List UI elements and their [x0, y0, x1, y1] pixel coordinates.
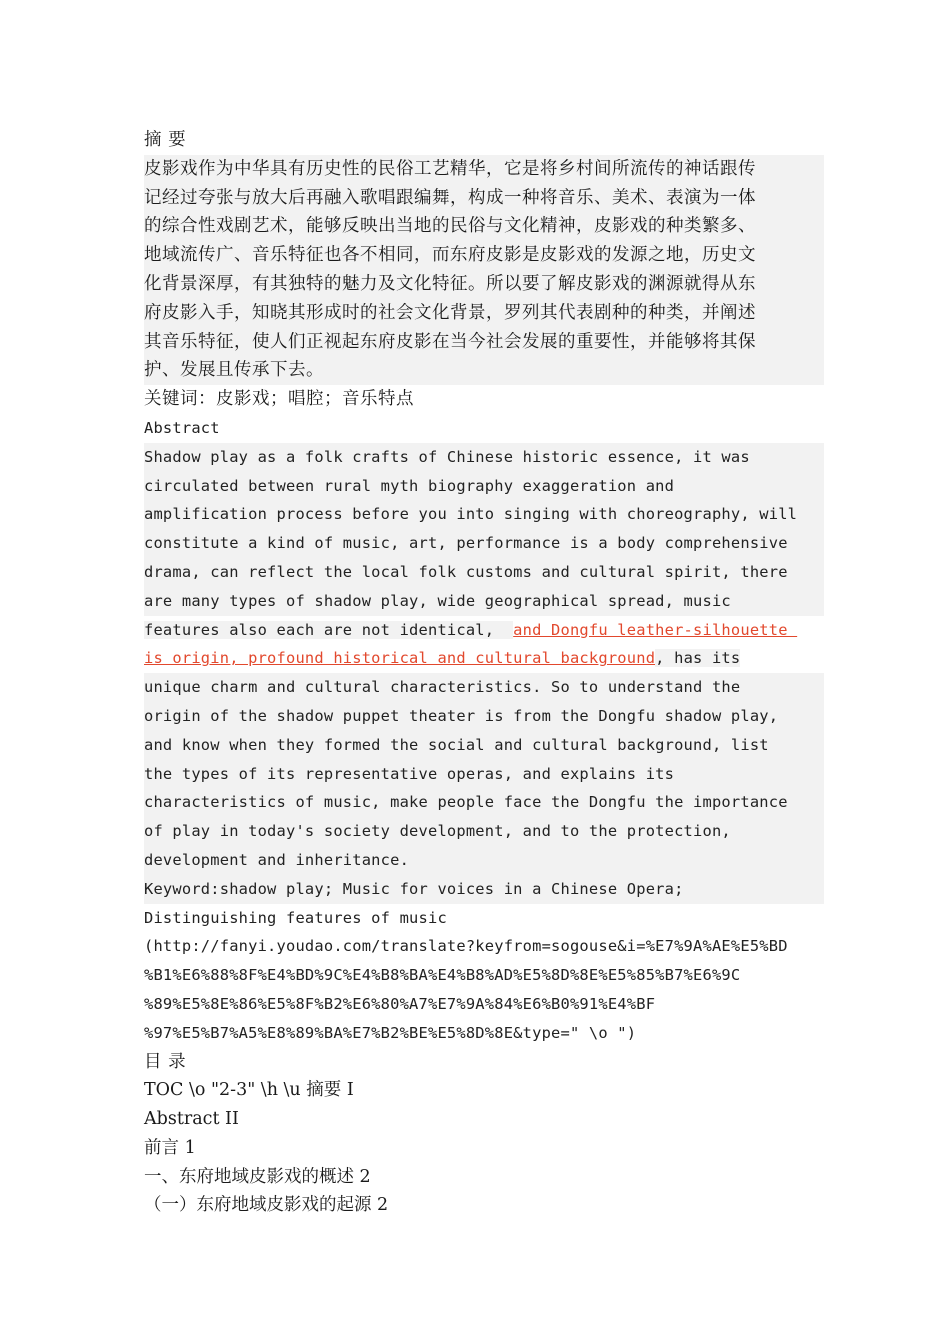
abstract-en-heading: Abstract: [144, 418, 220, 437]
abstract-en-line: [144, 644, 824, 673]
abstract-en-line: Shadow play as a folk crafts of Chinese historic essence, it was: [144, 443, 824, 472]
toc-item[interactable]: TOC \o "2-3" \h \u 摘要 I: [144, 1080, 354, 1101]
source-url-line: (http://fanyi.youdao.com/translate?keyfrom=sogouse&i=%E7%9A%AE%E5%BD: [144, 937, 788, 956]
toc-item[interactable]: 一、东府地域皮影戏的概述 2: [144, 1166, 371, 1187]
abstract-en-line: constitute a kind of music, art, performance is a body comprehensive: [144, 529, 824, 558]
source-url-line: %89%E5%8E%86%E5%8F%B2%E6%80%A7%E7%9A%84%E6%B0%91%E4%BF: [144, 994, 656, 1013]
abstract-cn-section: [144, 126, 824, 414]
table-of-contents: [144, 1048, 824, 1221]
source-url-line: %B1%E6%88%8F%E4%BD%9C%E4%B8%BA%E4%B8%AD%E5%8D%8E%E5%85%B7%E6%9C: [144, 966, 741, 985]
abstract-en-line: [144, 616, 824, 645]
abstract-en-line: drama, can reflect the local folk customs and cultural spirit, there: [144, 558, 824, 587]
abstract-en-line: and know when they formed the social and cultural background, list: [144, 731, 824, 760]
toc-item[interactable]: 前言 1: [144, 1137, 196, 1158]
abstract-en-text: , has its: [655, 649, 741, 668]
abstract-cn-line: 护、发展且传承下去。: [144, 356, 824, 385]
abstract-en-line: are many types of shadow play, wide geographical spread, music: [144, 587, 824, 616]
abstract-en-keywords: Keyword:shadow play; Music for voices in a Chinese Opera;: [144, 875, 824, 904]
toc-item[interactable]: Abstract II: [144, 1109, 239, 1130]
abstract-cn-line: 的综合性戏剧艺术，能够反映出当地的民俗与文化精神，皮影戏的种类繁多、: [144, 212, 824, 241]
abstract-en-section: [144, 414, 824, 1048]
abstract-en-line: origin of the shadow puppet theater is from the Dongfu shadow play,: [144, 702, 824, 731]
toc-item[interactable]: （一）东府地域皮影戏的起源 2: [144, 1195, 389, 1216]
abstract-en-line: the types of its representative operas, and explains its: [144, 760, 824, 789]
abstract-cn-keywords: 关键词：皮影戏；唱腔；音乐特点: [144, 389, 414, 410]
translation-link[interactable]: and Dongfu leather-silhouette: [513, 620, 798, 639]
abstract-en-line: characteristics of music, make people face the Dongfu the importance: [144, 788, 824, 817]
abstract-cn-line: 皮影戏作为中华具有历史性的民俗工艺精华，它是将乡村间所流传的神话跟传: [144, 155, 824, 184]
toc-heading: 目 录: [144, 1051, 187, 1072]
abstract-en-text: features also each are not identical,: [144, 620, 514, 639]
abstract-cn-line: 府皮影入手，知晓其形成时的社会文化背景，罗列其代表剧种的种类，并阐述: [144, 299, 824, 328]
abstract-cn-line: 其音乐特征，使人们正视起东府皮影在当今社会发展的重要性，并能够将其保: [144, 328, 824, 357]
abstract-cn-line: 地域流传广、音乐特征也各不相同，而东府皮影是皮影戏的发源之地，历史文: [144, 241, 824, 270]
translation-link[interactable]: is origin, profound historical and cultural background: [144, 649, 656, 668]
abstract-en-line: amplification process before you into singing with choreography, will: [144, 500, 824, 529]
abstract-cn-heading: 摘 要: [144, 130, 187, 150]
abstract-cn-line: 化背景深厚，有其独特的魅力及文化特征。所以要了解皮影戏的渊源就得从东: [144, 270, 824, 299]
document-page: [144, 126, 824, 1220]
source-url-line: %97%E5%B7%A5%E8%89%BA%E7%B2%BE%E5%8D%8E&type=" \o "): [144, 1023, 637, 1042]
abstract-en-line: circulated between rural myth biography exaggeration and: [144, 472, 824, 501]
abstract-en-line: of play in today's society development, and to the protection,: [144, 817, 824, 846]
abstract-en-line: unique charm and cultural characteristics. So to understand the: [144, 673, 824, 702]
abstract-en-line: development and inheritance.: [144, 846, 824, 875]
abstract-cn-line: 记经过夸张与放大后再融入歌唱跟编舞，构成一种将音乐、美术、表演为一体: [144, 184, 824, 213]
abstract-en-keywords: Distinguishing features of music: [144, 908, 447, 927]
